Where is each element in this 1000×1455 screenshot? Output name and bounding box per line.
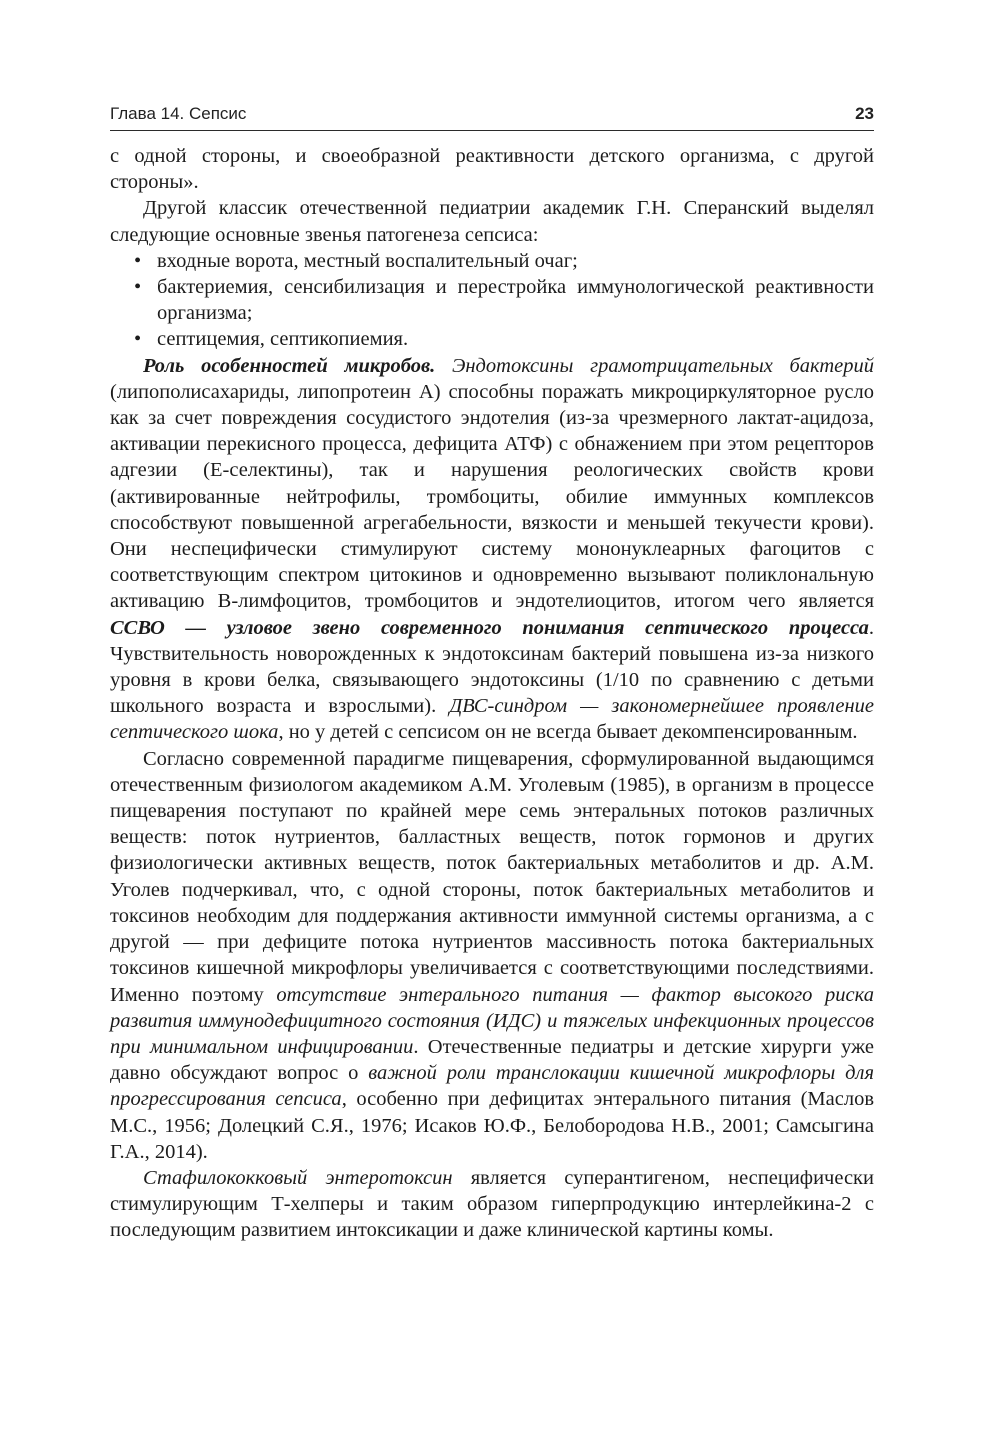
paragraph-digestion	[110, 746, 874, 1165]
text-run: Согласно современной парадигме пищеварения, сформулированной выдающимся отечественным физиологом академиком А.М. Уголевым (1985), в организм в процессе пищеварения поступают по крайней мере семь энтеральных потоков различных веществ: поток нутриентов, балластных веществ, поток гормонов и других физиологически активных веществ, поток бактериальных метаболитов и др. А.М. Уголев подчеркивал, что, с одной стороны, поток бактериальных метаболитов и токсинов необходим для поддержания активности иммунной системы организма, а с другой — при дефиците потока нутриентов массивность потока бактериальных токсинов кишечной микрофлоры увеличивается с соответствующими последствиями. Именно поэтому	[110, 747, 874, 1006]
bold-italic-emphasis: ССВО — узловое звено современного понимания септического процесса	[110, 616, 869, 639]
text-run: (липополисахариды, липопротеин А) способны поражать микроциркуляторное русло как за счет повреждения сосудистого эндотелия (из-за чрезмерного лактат-ацидоза, активации перекисного процесса, дефицита АТФ) с обнажением при этом рецепторов адгезии (Е-селектины), так и нарушения реологических свойств крови (активированные нейтрофилы, тромбоциты, обилие иммунных комплексов способствуют повышенной агрегабельности, вязкости и меньшей текучести крови). Они неспецифически стимулируют систему мононуклеарных фагоцитов с соответствующим спектром цитокинов и одновременно вызывают поликлональную активацию В-лимфоцитов, тромбоцитов и эндотелиоцитов, итогом чего является	[110, 380, 874, 613]
italic-emphasis: важной роли транслокации кишечной микрофлоры для прогрессирования сепсиса	[110, 1062, 874, 1111]
list-item: • септицемия, септикопиемия.	[132, 326, 874, 352]
italic-term: Стафилококковый энтеротоксин	[143, 1166, 453, 1189]
text-run	[435, 355, 452, 377]
paragraph-microbes	[110, 353, 874, 746]
page-number: 23	[855, 104, 874, 123]
paragraph-enterotoxin	[110, 1165, 874, 1244]
pathogenesis-list	[110, 248, 874, 353]
chapter-title: Глава 14. Сепсис	[110, 104, 247, 123]
text-run: является суперантигеном, неспецифически стимулирующим Т-хелперы и таким образом гиперпродукцию интерлейкина-2 с последующим развитием интоксикации и даже клинической картины комы.	[110, 1166, 874, 1242]
italic-emphasis: отсутствие энтерального питания — фактор высокого риска развития иммунодефицитного состояния (ИДС) и тяжелых инфекционных процессов при минимальном инфицировании	[110, 983, 874, 1058]
paragraph-speransky: Другой классик отечественной педиатрии академик Г.Н. Сперанский выделял следующие основные звенья патогенеза сепсиса:	[110, 197, 874, 246]
list-item: • бактериемия, сенсибилизация и перестройка иммунологической реактивности организма;	[132, 274, 874, 326]
italic-emphasis: ДВС-синдром — закономернейшее проявление септического шока	[110, 695, 874, 744]
body-text	[110, 143, 874, 1244]
running-header	[110, 104, 874, 131]
book-page	[110, 104, 874, 1244]
paragraph-continuation: с одной стороны, и своеобразной реактивности детского организма, с другой стороны».	[110, 145, 874, 194]
list-item: • входные ворота, местный воспалительный очаг;	[132, 248, 874, 274]
text-run: . Чувствительность новорожденных к эндотоксинам бактерий повышена из-за низкого уровня в крови белка, связывающего эндотоксины (1/10 по сравнению с детьми школьного возраста и взрослыми).	[110, 616, 874, 718]
text-run: , особенно при дефицитах энтерального питания (Маслов М.С., 1956; Долецкий С.Я., 1976; Исаков Ю.Ф., Белобородова Н.В., 2001; Самсыгина Г.А., 2014).	[110, 1088, 875, 1163]
section-run-in-heading: Роль особенностей микробов.	[143, 354, 436, 377]
text-run: , но у детей с сепсисом он не всегда бывает декомпенсированным.	[278, 721, 858, 744]
italic-term: Эндотоксины грамотрицательных бактерий	[451, 354, 874, 377]
text-run: . Отечественные педиатры и детские хирурги уже давно обсуждают вопрос о	[110, 1035, 874, 1085]
